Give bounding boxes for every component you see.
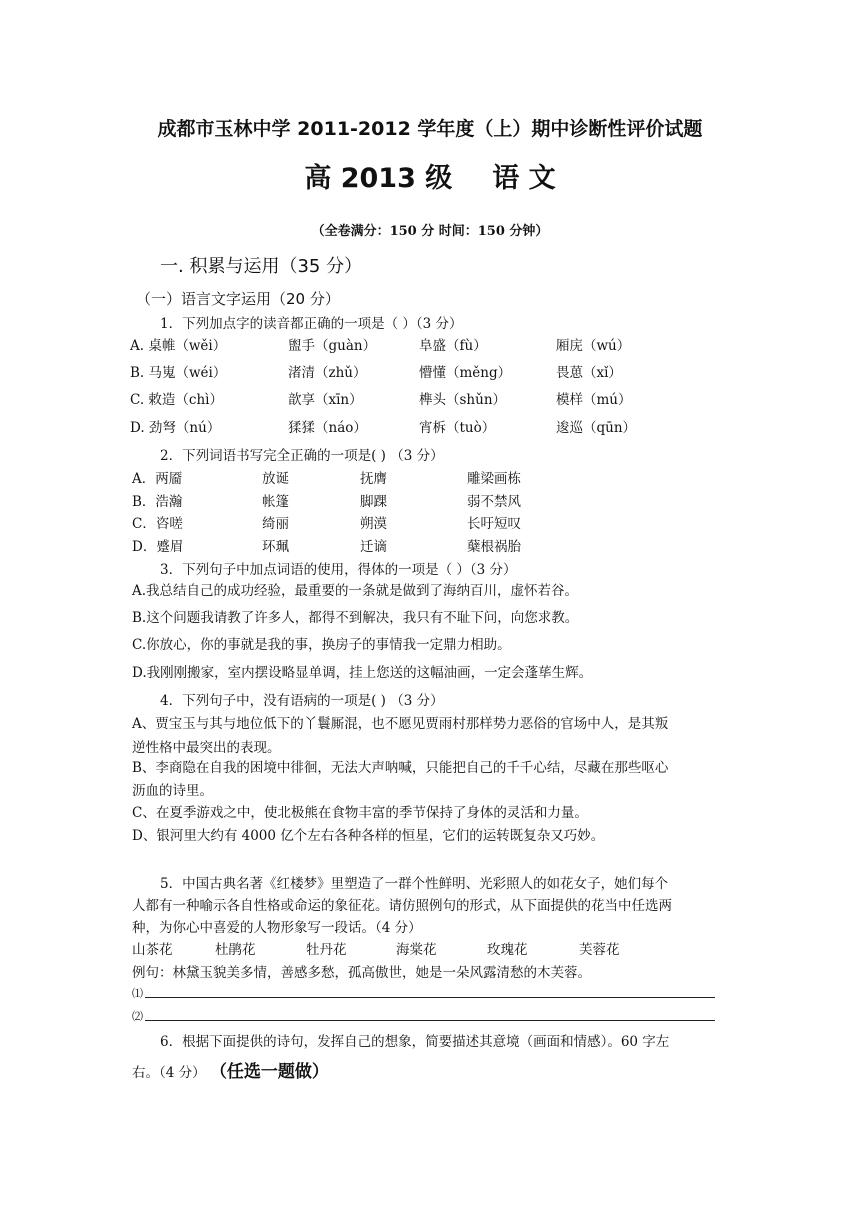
option-text: C．咨嗟 [132,516,183,532]
exam-title: 成都市玉林中学 2011-2012 学年度（上）期中诊断性评价试题 [157,118,703,140]
question-4-option-c: C、在夏季游戏之中，使北极熊在食物丰富的季节保持了身体的灵活和力量。 [132,805,588,821]
answer-blank-label-1: ⑴ [132,987,143,1000]
option-text: B．浩瀚 [132,494,183,510]
question-1-stem: 1．下列加点字的读音都正确的一项是（ ）（3 分） [160,316,463,332]
option-text: 猱猱（náo） [288,420,367,436]
option-text: A．两靥 [132,471,183,487]
option-text: B. 马嵬（wéi） [130,365,227,381]
option-text: 长吁短叹 [467,516,521,532]
question-5-stem: 5．中国古典名著《红楼梦》里塑造了一群个性鲜明、光彩照人的如花女子，她们每个 [160,876,669,892]
question-4-option-b: B、李商隐在自我的困境中徘徊，无法大声呐喊，只能把自己的千千心结，尽藏在那些呕心 [132,760,669,776]
question-4-stem: 4．下列句子中，没有语病的一项是( ) （3 分） [160,693,444,709]
option-text: 畏葸（xǐ） [556,365,622,381]
option-text: 懵懂（měng） [419,365,512,381]
question-4-option-b-cont: 沥血的诗里。 [132,783,213,799]
subsection-heading: （一）语言文字运用（20 分） [136,290,340,308]
option-text: 雕梁画栋 [467,471,521,487]
option-text: C. 敕造（chì） [130,392,224,408]
question-6-stem-cont [132,1057,329,1082]
question-5-stem-cont: 人都有一种喻示各自性格或命运的象征花。请仿照例句的形式，从下面提供的花当中任选两 [132,898,672,914]
section-heading: 一. 积累与运用（35 分） [160,256,363,277]
question-4-option-a-cont: 逆性格中最突出的表现。 [132,740,281,756]
option-text: 逡巡（qūn） [556,420,637,436]
subject-label: 语 文 [492,163,556,194]
question-2-stem: 2．下列词语书写完全正确的一项是( ) （3 分） [160,448,444,464]
option-text: 抚膺 [360,471,387,487]
question-6-stem: 6．根据下面提供的诗句，发挥自己的想象，简要描述其意境（画面和情感）。60 字左 [160,1034,670,1050]
answer-blank-2[interactable] [145,1020,715,1021]
option-text: 迁谪 [360,539,387,555]
option-text: 蘖根祸胎 [467,539,521,555]
option-text: 环珮 [262,539,289,555]
question-3-option-a: A.我总结自己的成功经验，最重要的一条就是做到了海纳百川，虚怀若谷。 [132,583,579,599]
flower-name: 山茶花 [132,942,173,958]
option-text: 绮丽 [262,516,289,532]
option-text: 放诞 [262,471,289,487]
choose-one-note: （任选一题做） [209,1062,329,1082]
flower-name: 玫瑰花 [487,942,528,958]
option-text: 厢庑（wú） [556,338,631,354]
exam-meta: （全卷满分：150 分 时间：150 分钟） [311,224,549,239]
question-4-option-a: A、贾宝玉与其与地位低下的丫鬟厮混，也不愿见贾雨村那样势力恶俗的官场中人，是其叛 [132,716,669,732]
answer-blank-1[interactable] [145,997,715,998]
option-text: 宵柝（tuò） [419,420,496,436]
option-text: 榫头（shǔn） [419,392,507,408]
question-5-stem-end: 种，为你心中喜爱的人物形象写一段话。（4 分） [132,920,422,936]
option-text: 模样（mú） [556,392,632,408]
flower-name: 牡丹花 [306,942,347,958]
option-text: 歆享（xīn） [288,392,363,408]
grade-label: 高 2013 级 [304,163,453,194]
subject-heading [0,156,860,195]
option-text: A. 桌帷（wěi） [130,338,227,354]
option-text: 朔漠 [360,516,387,532]
question-6-points: 右。（4 分） [132,1065,206,1081]
question-3-stem: 3．下列句子中加点词语的使用，得体的一项是（ ）（3 分） [160,562,517,578]
option-text: 弱不禁风 [467,494,521,510]
flower-name: 芙蓉花 [579,942,620,958]
question-3-option-c: C.你放心，你的事就是我的事，换房子的事情我一定鼎力相助。 [132,637,511,653]
question-4-option-d: D、银河里大约有 4000 亿个左右各种各样的恒星，它们的运转既复杂又巧妙。 [132,828,605,844]
question-3-option-b: B.这个问题我请教了许多人，都得不到解决，我只有不耻下问，向您求教。 [132,610,579,626]
option-text: 脚踝 [360,494,387,510]
option-text: 帐篷 [262,494,289,510]
option-text: 盥手（guàn） [288,338,377,354]
option-text: D．蹙眉 [132,539,184,555]
option-text: 渚清（zhǔ） [288,365,367,381]
question-3-option-d: D.我刚刚搬家，室内摆设略显单调，挂上您送的这幅油画，一定会蓬荜生辉。 [132,665,593,681]
option-text: 阜盛（fù） [419,338,487,354]
flower-name: 海棠花 [396,942,437,958]
example-sentence: 例句：林黛玉貌美多情，善感多愁，孤高傲世，她是一朵风露清愁的木芙蓉。 [132,965,591,981]
option-text: D. 劲弩（nú） [130,420,221,436]
answer-blank-label-2: ⑵ [132,1010,143,1023]
flower-name: 杜鹃花 [215,942,256,958]
